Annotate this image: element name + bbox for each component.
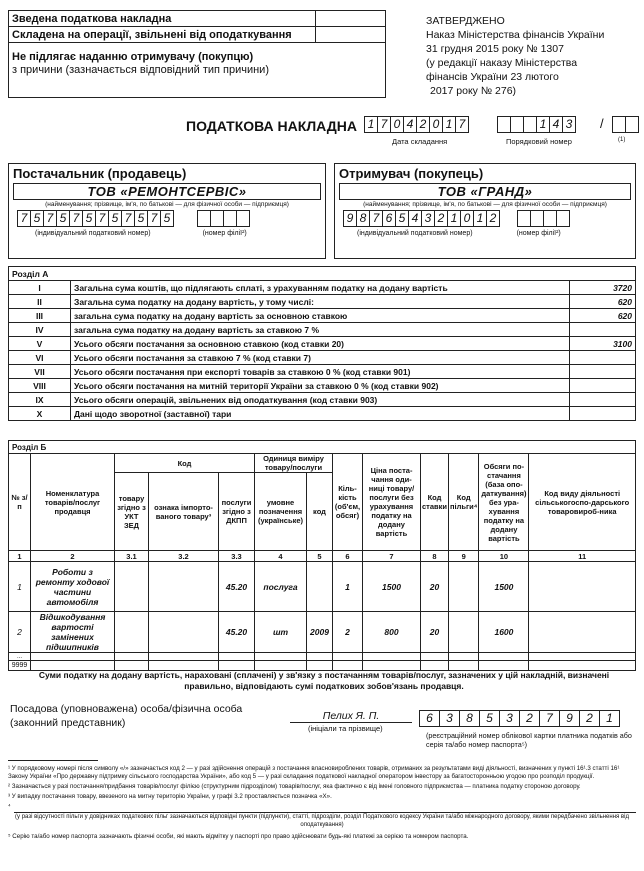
buyer-branch-label: (номер філії²) — [516, 230, 561, 237]
ipn-digit: 5 — [30, 210, 44, 227]
not-given-reason: з причини (зазначається відповідний тип причини) — [12, 64, 269, 76]
order-digit: 1 — [536, 116, 550, 133]
section-a-row: IX Усього обсяги операцій, звільнених від оподаткування (код ставки 903) — [9, 393, 636, 407]
document-type-box — [8, 10, 386, 98]
order-digit: 3 — [562, 116, 576, 133]
ipn-digit: 6 — [382, 210, 396, 227]
ipn-digit: 7 — [121, 210, 135, 227]
buyer-heading: Отримувач (покупець) — [339, 166, 484, 181]
order-digit: 4 — [549, 116, 563, 133]
exempt-label: Складена на операції, звільнені від оподаткування — [12, 28, 292, 41]
buyer-name-hint: (найменування; прізвище, ім'я, по батькові — для фізичної особи — підприємця) — [363, 201, 607, 208]
date-digit: 4 — [403, 116, 417, 133]
seller-branch-field[interactable] — [197, 210, 249, 227]
approval-line: 2017 року № 276) — [430, 85, 517, 97]
seller-box — [8, 163, 326, 259]
consolidated-label: Зведена податкова накладна — [12, 12, 172, 25]
date-digit: 2 — [416, 116, 430, 133]
approval-line: Наказ Міністерства фінансів України — [426, 29, 605, 41]
slash-separator: / — [600, 116, 604, 131]
section-a-row: VII Усього обсяги постачання при експорті товарів за ставкою 0 % (код ставки 901) — [9, 365, 636, 379]
column-numbers-row: 1 2 3.1 3.2 3.3 4 5 6 7 8 9 10 11 — [9, 551, 636, 562]
ipn-digit: 5 — [395, 210, 409, 227]
date-digit: 7 — [455, 116, 469, 133]
section-a-table — [8, 266, 636, 421]
buyer-name[interactable]: ТОВ «ГРАНД» — [339, 183, 631, 200]
document-title: ПОДАТКОВА НАКЛАДНА — [186, 118, 357, 134]
approval-line: ЗАТВЕРДЖЕНО — [426, 15, 505, 27]
ipn-digit: 7 — [17, 210, 31, 227]
table-row: 1 Роботи з ремонту ходової частини автомобіля 45.20 послуга 1 1500 20 1500 — [9, 562, 636, 612]
ipn-digit: 7 — [69, 210, 83, 227]
correctness-note: Суми податку на додану вартість, нараховані (сплачені) у зв'язку з постачанням товарів/послуг, зазначених у цій накладній, визначені правильно, відповідають сумі податкових зобов'язань продавця. — [38, 670, 610, 691]
ipn-digit: 5 — [134, 210, 148, 227]
ipn-digit: 3 — [421, 210, 435, 227]
footnote: ³ У випадку постачання товару, ввезеного на митну територію України, у графі 3.2 проставляється позначка «Х». — [8, 793, 332, 800]
footnote: ⁴ — [8, 803, 11, 810]
section-a-row: V Усього обсяги постачання за основною ставкою (код ставки 20) 3100 — [9, 337, 636, 351]
ipn-digit: 7 — [369, 210, 383, 227]
ipn-digit: 7 — [147, 210, 161, 227]
ipn-digit: 0 — [460, 210, 474, 227]
consolidated-row — [9, 11, 385, 27]
signer-name[interactable]: Пелих Я. П. — [290, 710, 412, 723]
section-a-row: III загальна сума податку на додану вартість за основною ставкою 620 — [9, 309, 636, 323]
order-digit — [510, 116, 524, 133]
section-b-table: Розділ Б № з/п Номенклатура товарів/послуг продавця Код Одиниця виміру товару/послуги Кіль-кість (об'єм, обсяг) Ціна поста-чання оди-ниці товару/ послуги без урахування податку на додану вартість Код ставки Код пільги⁴ Обсяги по-стачання (база опо-даткування) без ура-хування податку на додану вартість Код виду діяльності сільськогоспо-дарського товаровироб-ника товару згідно з УКТ ЗЕД ознака імпорто-ваного товару³ послуги згідно з ДКПП умовне позначення (українське) код 1 2 3.1 3.2 3.3 4 5 6 7 8 9 10 11 1 Роботи з ремонту ходової частини автомобіля 45.20 послуга 1 1500 20 1500 2 Відшкодування вартості замінених підшипників 45.20 шт 2009 2 800 20 1600 ... 9999 — [8, 440, 636, 671]
order-label: Порядковий номер — [506, 137, 572, 146]
ipn-digit: 7 — [43, 210, 57, 227]
ipn-digit: 5 — [82, 210, 96, 227]
footnote: ² Зазначається у разі постачання/придбання товарів/послуг філією (структурним підрозділом) товарів/послуг, яка фактично є від імені головного підприємства — платника податку стороною договору. — [8, 783, 581, 790]
not-given-block — [9, 43, 385, 77]
date-field[interactable] — [364, 116, 468, 133]
ipn-digit: 5 — [160, 210, 174, 227]
section-a-row: IV загальна сума податку на додану вартість за ставкою 7 % — [9, 323, 636, 337]
section-a-title: Розділ А — [9, 267, 636, 281]
section-a-row: VI Усього обсяги постачання за ставкою 7 % (код ставки 7) — [9, 351, 636, 365]
date-digit: 7 — [377, 116, 391, 133]
exempt-checkbox[interactable] — [315, 26, 385, 43]
seller-ipn-field[interactable] — [17, 210, 173, 227]
ipn-digit: 2 — [486, 210, 500, 227]
section-a-row: X Дані щодо зворотної (заставної) тари — [9, 407, 636, 421]
ipn-digit: 5 — [56, 210, 70, 227]
footnote: (у разі відсутності пільги у довідниках податкових пільг зазначаються відповідні пункти (підпункти), статті, підрозділи, розділ Податкового кодексу України та/або міжнародного договору, якими передбачено звільнення від оподаткування) — [15, 814, 629, 828]
suffix-digit — [625, 116, 639, 133]
suffix-digit — [612, 116, 626, 133]
signer-title-line: (законний представник) — [10, 717, 126, 729]
order-number-field[interactable] — [497, 116, 575, 133]
signer-title-line: Посадова (уповноважена) особа/фізична особа — [10, 703, 243, 715]
seller-ipn-label: (індивідуальний податковий номер) — [35, 230, 151, 237]
date-digit: 0 — [390, 116, 404, 133]
approval-line: (у редакції наказу Міністерства — [426, 57, 578, 69]
signer-card-label: (реєстраційний номер облікової картки платника податків або серія та/або номер паспорта⁵) — [426, 731, 632, 749]
buyer-ipn-field[interactable] — [343, 210, 499, 227]
footnotes — [8, 765, 636, 841]
ipn-digit: 8 — [356, 210, 370, 227]
ipn-digit: 7 — [95, 210, 109, 227]
ipn-digit: 9 — [343, 210, 357, 227]
approval-stamp — [426, 14, 638, 98]
footnote: ⁵ Серію та/або номер паспорта зазначають фізичні особи, які мають відмітку у паспорті про право здійснювати будь-які платежі за серією та номером паспорта. — [8, 833, 469, 840]
signer-title — [10, 702, 242, 730]
signer-name-label: (ініціали та прізвище) — [308, 724, 383, 733]
consolidated-checkbox[interactable] — [315, 10, 385, 27]
ipn-digit: 2 — [434, 210, 448, 227]
approval-line: 31 грудня 2015 року № 1307 — [426, 43, 564, 55]
exempt-row — [9, 27, 385, 43]
order-note: (1) — [618, 137, 626, 143]
order-digit — [523, 116, 537, 133]
signer-card-number[interactable]: 6 3 8 5 3 2 7 9 2 1 — [419, 710, 619, 727]
buyer-box — [334, 163, 636, 259]
date-digit: 0 — [429, 116, 443, 133]
seller-name-hint: (найменування; прізвище, ім'я, по батькові — для фізичної особи — підприємця) — [45, 201, 289, 208]
section-a-row: I Загальна сума коштів, що підлягають сплаті, з урахуванням податку на додану вартість 3720 — [9, 281, 636, 295]
table-row: 2 Відшкодування вартості замінених підшипників 45.20 шт 2009 2 800 20 1600 — [9, 612, 636, 653]
date-digit: 1 — [442, 116, 456, 133]
order-digit — [497, 116, 511, 133]
seller-branch-label: (номер філії²) — [202, 230, 247, 237]
buyer-ipn-label: (індивідуальний податковий номер) — [357, 230, 473, 237]
date-digit: 1 — [364, 116, 378, 133]
not-given-title: Не підлягає наданню отримувачу (покупцю) — [12, 51, 254, 63]
order-suffix-field[interactable] — [612, 116, 638, 133]
ipn-digit: 1 — [447, 210, 461, 227]
approval-line: фінансів України 23 лютого — [426, 71, 559, 83]
section-a-row: II Загальна сума податку на додану вартість, у тому числі: 620 — [9, 295, 636, 309]
footnote-divider — [8, 760, 98, 761]
section-a-row: VIII Усього обсяги постачання на митній території України за ставкою 0 % (код ставки 902) — [9, 379, 636, 393]
ipn-digit: 1 — [473, 210, 487, 227]
ipn-digit: 4 — [408, 210, 422, 227]
section-b-title: Розділ Б — [9, 441, 636, 454]
buyer-branch-field[interactable] — [517, 210, 569, 227]
footnote: ¹ У порядковому номері після символу «/» зазначається код 2 — у разі здійснення операцій з постачання власновироблених товарів, отриманих за результатами виді діяльності, визначених у пункті 16¹.3 статті 16¹ Закону України «Про державну підтримку сільського господарства України», або код 5 — у разі складання податкової накладної оператором інвестору за багатосторонньою угодою про розподіл продукції. — [8, 765, 620, 780]
ipn-digit: 5 — [108, 210, 122, 227]
seller-name[interactable]: ТОВ «РЕМОНТСЕРВІС» — [13, 183, 321, 200]
seller-heading: Постачальник (продавець) — [13, 166, 187, 181]
date-label: Дата складання — [392, 137, 448, 146]
